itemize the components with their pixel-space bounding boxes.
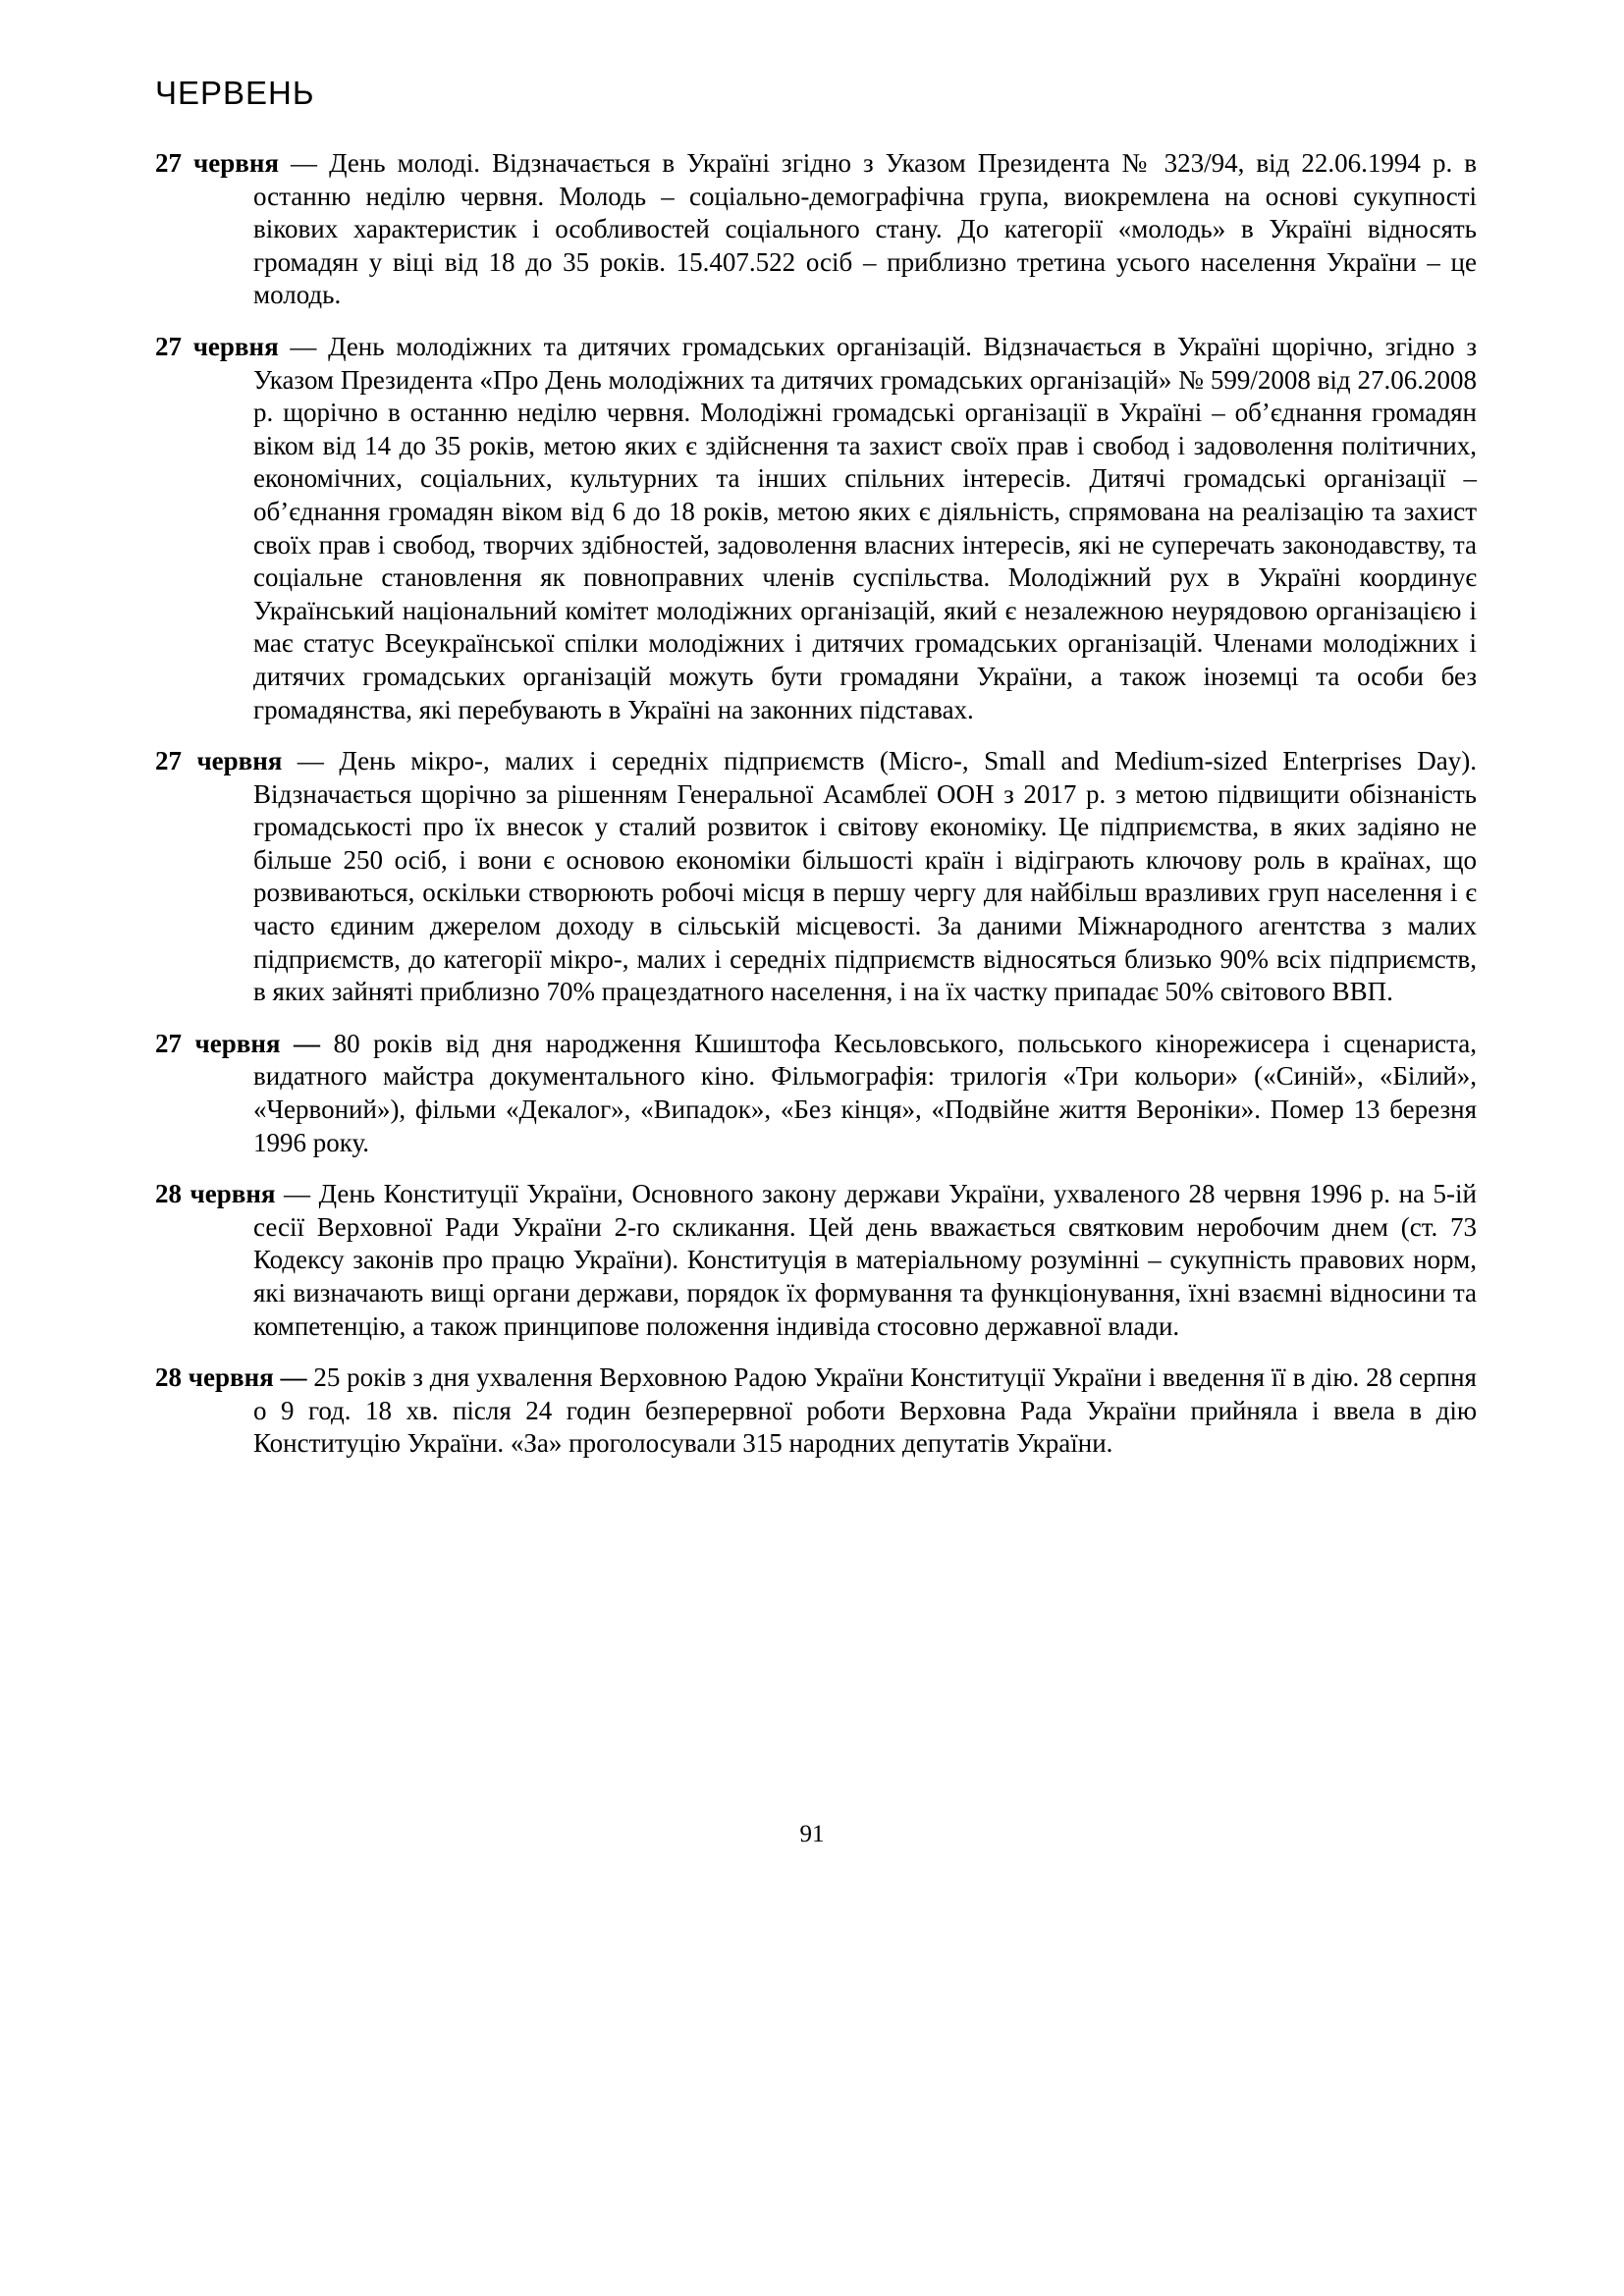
page-number: 91 bbox=[799, 1821, 825, 1847]
entry-text: 80 років від дня народження Кшиштофа Кесьловського, польського кінорежисера і сценариста, видатного майстра документального кіно. Фільмографія: трилогія «Три кольори» («Синій», «Білий», «Червоний»), фільми «Декалог», «Випадок», «Без кінця», «Подвійне життя Вероніки». Помер 13 березня 1996 року. bbox=[253, 1028, 1477, 1157]
entry-date: 28 червня bbox=[155, 1179, 276, 1209]
entry-text: День молоді. Відзначається в Україні згідно з Указом Президента № 323/94, від 22.06.1994 р. в останню неділю червня. Молодь – соціально-демографічна група, виокремлена на основі сукупності вікових характеристик і особливостей соціального стану. До категорії «молодь» в Україні відносять громадян у віці від 18 до 35 років. 15.407.522 осіб – приблизно третина усього населення України – це молодь. bbox=[253, 148, 1477, 310]
calendar-entry bbox=[155, 147, 1477, 312]
entry-dash: — bbox=[278, 331, 329, 361]
entry-dash: — bbox=[279, 148, 330, 178]
entry-date: 27 червня bbox=[155, 148, 280, 178]
calendar-entry bbox=[155, 1178, 1477, 1343]
entry-dash: — bbox=[280, 1028, 334, 1058]
page-heading: ЧЕРВЕНЬ bbox=[155, 75, 315, 111]
calendar-entry bbox=[155, 1362, 1477, 1461]
entry-text: День Конституції України, Основного закону держави України, ухваленого 28 червня 1996 р. на 5-ій сесії Верховної Ради України 2-го скликання. Цей день вважається святковим неробочим днем (ст. 73 Кодексу законів про працю України). Конституція в матеріальному розумінні – сукупність правових норм, які визначають вищі органи держави, порядок їх формування та функціонування, їхні взаємні відносини та компетенцію, а також принципове положення індивіда стосовно державної влади. bbox=[253, 1179, 1477, 1341]
entry-date: 28 червня bbox=[155, 1362, 274, 1393]
entry-dash: — bbox=[275, 1179, 319, 1209]
calendar-entries bbox=[155, 147, 1477, 1479]
entry-date: 27 червня bbox=[155, 331, 279, 361]
calendar-entry bbox=[155, 1028, 1477, 1159]
calendar-entry bbox=[155, 745, 1477, 1009]
entry-date: 27 червня bbox=[155, 746, 283, 776]
entry-dash: — bbox=[282, 746, 340, 776]
entry-text: День мікро-, малих і середніх підприємств (Micro-, Small and Medium-sized Enterprises Day). Відзначається щорічно за рішенням Генеральної Асамблеї ООН з 2017 р. з метою підвищити обізнаність громадськості про їх внесок у сталий розвиток і світову економіку. Це підприємства, в яких задіяно не більше 250 осіб, і вони є основою економіки більшості країн і відіграють ключову роль в країнах, що розвиваються, оскільки створюють робочі місця в першу чергу для найбільш вразливих груп населення і є часто єдиним джерелом доходу в сільській місцевості. За даними Міжнародного агентства з малих підприємств, до категорії мікро-, малих і середніх підприємств відносяться близько 90% всіх підприємств, в яких зайняті приблизно 70% працездатного населення, і на їх частку припадає 50% світового ВВП. bbox=[253, 746, 1477, 1007]
entry-text: 25 років з дня ухвалення Верховною Радою України Конституції України і введення її в дію. 28 серпня о 9 год. 18 хв. після 24 годин безперервної роботи Верховна Рада України прийняла і ввела в дію Конституцію України. «За» проголосували 315 народних депутатів України. bbox=[253, 1362, 1477, 1459]
entry-dash: — bbox=[273, 1362, 314, 1393]
calendar-entry bbox=[155, 331, 1477, 726]
entry-text: День молодіжних та дитячих громадських організацій. Відзначається в Україні щорічно, згідно з Указом Президента «Про День молодіжних та дитячих громадських організацій» № 599/2008 від 27.06.2008 р. щорічно в останню неділю червня. Молодіжні громадські організації в Україні – об’єднання громадян віком від 14 до 35 років, метою яких є здійснення та захист своїх прав і свобод і задоволення політичних, економічних, соціальних, культурних та інших спільних інтересів. Дитячі громадські організації – об’єднання громадян віком від 6 до 18 років, метою яких є діяльність, спрямована на реалізацію та захист своїх прав і свобод, творчих здібностей, задоволення власних інтересів, які не суперечать законодавству, та соціальне становлення як повноправних членів суспільства. Молодіжний рух в Україні координує Український національний комітет молодіжних організацій, який є незалежною неурядовою організацією і має статус Всеукраїнської спілки молодіжних і дитячих громадських організацій. Членами молодіжних і дитячих громадських організацій можуть бути громадяни України, а також іноземці та особи без громадянства, які перебувають в Україні на законних підставах. bbox=[253, 331, 1477, 724]
entry-date: 27 червня bbox=[155, 1028, 281, 1058]
